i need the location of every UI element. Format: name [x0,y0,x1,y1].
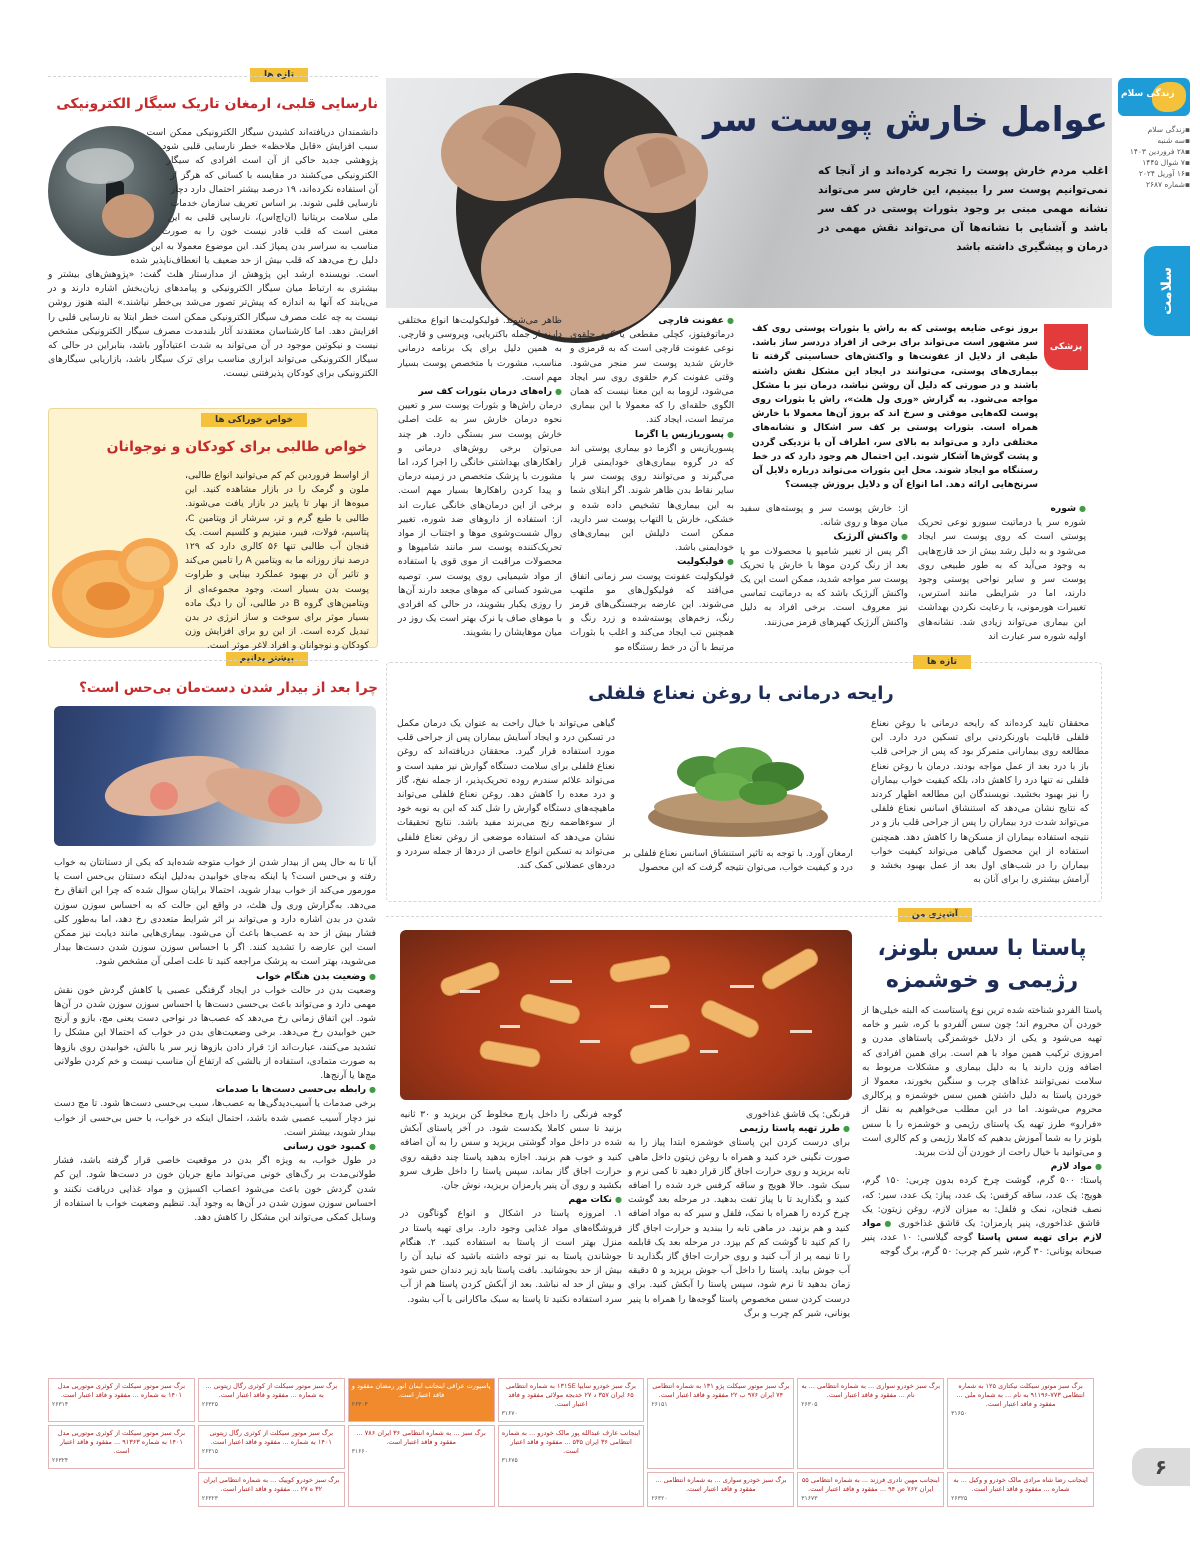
ad-item [947,1472,1094,1507]
mint-title: رایحه درمانی با روغن نعناع فلفلی [588,683,894,704]
body-text: فرنگی: یک قاشق غذاخوری [745,1109,850,1120]
melon-illustration [48,524,176,644]
body-text: پسوریازیس و اگزما دو بیماری پوستی اند که در گروه بیماری‌های خودایمنی قرار می‌گیرند و می‌توانند روی پوست سر یا سایر نقاط بدن ظاهر شوند. اگر ابتلای شما به این بیماری‌ها تشخیص داده شده و خشکی، خارش یا التهاب پوست سر دارید، ممکن است دلیلش این بیماری‌های خودایمنی باشد. [570,442,734,554]
melon-photo [48,524,176,644]
subhead: ● مواد لازم برای تهیه سس پاستا [862,1218,1102,1243]
body-text: پاستا: ۵۰۰ گرم، گوشت چرخ کرده بدون چربی: ۱۵۰ گرم، هویج: یک عدد، ساقه کرفس: یک عدد، پیاز: یک عدد، سیر: که، نصف فنجان، نمک و فلفل: به میزان لازم، روغن زیتون: یک قاشق غذاخوری، پنیر پارمزان: یک قاشق غذاخوری [862,1175,1102,1230]
ad-code: ۳۱۶۷۵ [501,1457,518,1464]
subhead: ● واکنش آلرژیک [740,530,908,544]
date-block [1118,124,1190,190]
body-text: گوجه فرنگی را داخل پارچ مخلوط کن بریزید و ۳۰ ثانیه بزنید تا سس کاملا یکدست شود. در آخر پاستای آبکش شده در داخل مواد گوشتی بریزید و سس را به آن اضافه کنید و خوب هم بزنید. اجازه بدهید پاستا چند دقیقه روی حرارت اجاق گاز بماند، سپس پاستا را داخل ظرف سرو بکشید و روی آن پنیر پارمزان بریزید، نوش جان. [400,1109,622,1192]
body-text: گوجه گیلاسی: ۱۰ عدد، پنیر صبحانه یونانی: ۳۰ گرم، شیر کم چرب: ۵۰ گرم، برگ گوجه [862,1232,1102,1258]
ad-text: پاسپورت عراقی اینجانب ایمان انور رمضان مفقود و فاقد اعتبار است. [351,1382,491,1399]
pasta-intro [862,1004,1102,1364]
ad-text: برگ سبز خودرو سواری ... به شماره انتظامی ... مفقود و فاقد اعتبار است. [655,1476,787,1493]
ad-text: برگ سبز موتور سیکلت از کوثری موتوریی مدل ۱۴۰۱ به شماره ... مفقود و فاقد اعتبار است. [57,1382,186,1399]
date-line: ▪۱۶ آوریل ۲۰۲۴ [1138,169,1190,178]
ad-text: برگ سبز خودرو کوییک ... به شماره انتظامی ایران ۳۲ ه ۲۷ ... مفقود و فاقد اعتبار است. [203,1476,340,1493]
ad-text: برگ سبز موتور سیکلت از کوثری رگال زیتونی ۱۴۰۱ به شماره ... مفقود و فاقد اعتبار است. [209,1429,334,1446]
subhead: ● شوره [918,502,1086,516]
mint-text-mid: ارمغان آورد. با توجه به تاثیر استنشاق اسانس نعناع فلفلی بر درد و کیفیت خواب، می‌توان نتیجه گرفت که این محصول [623,848,853,874]
ad-item [348,1425,495,1507]
more-tag: بیشتر بدانیم [226,652,308,666]
ad-item [498,1378,645,1422]
mint-photo [623,717,853,839]
ad-code: ۲۶۳۲۴ [52,1457,69,1464]
body-text: شوره سر یا درماتیت سبورو نوعی تحریک پوستی است که روی پوست سر ایجاد می‌شود و به دلیل رشد بیش از حد قارچ‌هایی به وجود می‌آید که به طور طبیعی روی پوست سر و سایر نواحی پوستی وجود دارند، اما در شرایطی مانند استرس، تغییرات هورمونی، یا رعایت نکردن بهداشت این بیماری می‌تواند زیادی شد. نشانه‌های اولیه شوره سر عبارت اند [918,517,1086,642]
news1-box [48,68,378,404]
more-title: چرا بعد از بیدار شدن دست‌مان بی‌حس است؟ [79,680,378,696]
food-title: خواص طالبی برای کودکان و نوجوانان [106,439,367,455]
subhead: ● وضعیت بدن هنگام خواب [54,970,376,984]
section-label: سلامت [1159,267,1175,315]
body-text: ظاهر می‌شوند. فولیکولیت‌ها انواع مختلفی دارند از جمله باکتریایی، ویروسی و قارچی. به همین دلیل برای یک برنامه درمانی مناسب، مشورت با متخصص پوست بسیار مهم است. [398,315,562,383]
date-line: ▪زندگی سلام [1147,125,1190,134]
pasta-col3 [400,1108,622,1364]
ad-text: برگ سبز ... به شماره انتظامی ۳۶ ایران ۷۸۶ ... مفقود و فاقد اعتبار است. [356,1429,486,1446]
ad-item [797,1472,944,1507]
body-text: از: خارش پوست سر و پوسته‌های سفید میان موها و روی شانه. [740,503,908,529]
ad-text: برگ سبز خودرو سواری ... به شماره انتظامی ... به نام ... مفقود و فاقد اعتبار است. [801,1382,941,1399]
body-text: پاستا الفردو شناخته شده ترین نوع پاستاست که البته خیلی‌ها از خوردن آن محروم اند؛ چون سس آلفردو با کره، شیر و خامه تهیه می‌شود و یکی از دلایل خوشمزگی پاستاهای مدرن و امروزی ترکیب همین مواد با هم است. برای همین افرادی که اضافه وزن دارند یا به دلیل بیماری و مشکلات مربوط به سلامت نمی‌توانند غذاهای چرب و سنگین بخورند، معمولا از خوردن پاستا به دلیل داشتن همین سس خوشمزه و پرکالری محروم می‌شوند. اما در این مطلب می‌خواهیم به نقل از «فرارو» طرز تهیه یک پاستای رژیمی و خوشمزه را با سس بلونز را به شما آموزش بدهیم که کاملا رژیمی و کم کالری است و می‌توانید با خیال راحت از خوردن آن لذت ببرید. [862,1005,1102,1159]
ad-code: ۲۶۳۰۴ [351,1401,368,1408]
ad-code: ۲۶۱۵۱ [651,1401,668,1408]
news1-text: دانشمندان دریافته‌اند کشیدن سیگار الکترونیکی ممکن است سبب افزایش «قابل ملاحظه» خطر نارسایی قلبی شود. پژوهشی جدید حاکی از آن است افرادی که سیگار الکترونیکی می‌کشند در مقایسه با کسانی که هرگز از آن استفاده نکرده‌اند، ۱۹ درصد بیشتر احتمال دارد دچار نارسایی قلبی شوند. بر اساس تعریف سازمان خدمات ملی سلامت بریتانیا (ان‌اچ‌اس)، نارسایی قلبی به این معنی است که قلب قادر نیست خون را به صورت مناسب به سراسر بدن پمپاژ کند. این موضوع معمولا به این دلیل رخ می‌دهد که قلب بیش از حد ضعیف یا انعطاف‌ناپذیر شده است. نویسنده ارشد این پژوهش از مدارستار هلث گفت: «پژوهش‌های بیشتر و بیشتری به ارتباط میان سیگار الکترونیکی و پیامدهای زیان‌بخش اشاره دارند و در می‌یابند که آنها به اندازه که پیش‌تر تصور می‌شد بی‌خطر نیاشند.» البته هنوز روشن نیست به چه علت مصرف سیگار الکترونیکی ممکن است خطر ابتلا به نارسایی قلبی را افزایش دهد. اما کارشناسان معتقدند آثار بلندمدت مصرف سیگار الکترونیکی مشخص نیست و نیکوتین موجود در آن می‌تواند به شدت اعتیادآور باشد، بنابراین در حالی که سیگار الکترونیکی می‌تواند ابزاری مناسب برای ترک سیگار باشد، بازاریابی سیگارهای الکترونیکی برای کودکان پذیرفتنی نیست. [48,127,378,380]
badge-text: پزشکی [1049,342,1083,352]
ad-item [647,1472,794,1507]
pasta-illustration [400,930,852,1100]
mint-box [386,657,1102,902]
ad-code: ۲۶۳۱۵ [201,1448,218,1455]
ad-text: برگ سبز موتور سیکلت پژو ۱۳۱ به شماره انتظامی ۷۴ ایران ۹۷۶ ب ۲۲ مفقود و فاقد اعتبار است. [652,1382,790,1399]
ad-code: ۲۶۳۱۴ [52,1401,69,1408]
ad-item [198,1472,345,1507]
ad-item [48,1378,195,1422]
ad-code: ۳۱۶۷۳ [801,1495,818,1502]
ad-text: اینجانب رضا شاه مرادی مالک خودرو و وکیل ... به شماره ... مفقود و فاقد اعتبار است. [953,1476,1088,1493]
date-line: ▪۲۸ فروردین ۱۴۰۳ [1129,147,1190,156]
ad-text: برگ سبز خودرو سایپا ۱۳۱SE به شماره انتظامی ۶۵ ایران ۳۵۷ د ۲۷ خدیجه مولائی مفقود و فاقد اعتبار است. [506,1382,636,1408]
body-text: درماتوفیتوز، کچلی مقطعی یا کرم حلقوی نوعی عفونت قارچی است که به قرمزی و خارش شدید پوست سر منجر می‌شود. وقتی عفونت کرم حلقوی روی سر ایجاد می‌شود، لزوما به این معنا نیست که همان الگوی حلقه‌ای را که معمولا با این بیماری مرتبط است، ایجاد کند. [570,329,734,426]
ad-text: برگ سبز موتور سیکلت از کوثری رگال زیتونی ... به شماره ... مفقود و فاقد اعتبار است. [205,1382,338,1399]
body-text: در طول خواب، به ویژه اگر بدن در موقعیت خاصی قرار گرفته باشد، فشار طولانی‌مدت بر رگ‌های خونی می‌تواند مانع جریان خون در دست‌ها شود. این کم شدن گردش خون باعث می‌شود اعصاب اکسیژن و مواد غذایی دریافت نکنند و احساس سوزن سوزن شدن در آن‌ها به وجود آید. تنظیم وضعیت خواب با استفاده از وسایل کمکی می‌تواند این مشکل را کاهش دهد. [54,1155,376,1224]
subhead: ● نکات مهم [400,1193,622,1207]
body-text: درمان راش‌ها و بثورات پوست سر و تعیین نحوه درمان خارش سر به علت اصلی خارش پوست سر بستگی دارد. هر چند می‌توان برخی روش‌های درمانی و راهکارهای بهداشتی خانگی را اجرا کرد، اما مشورت با پزشک متخصص در زمینه درمان و پیدا کردن راهکارها بسیار مهم است. برخی از این درمان‌های خانگی عبارت اند از: استفاده از داروهای ضد شوره، تغییر روال شست‌وشوی موها و اجتناب از مواد تحریک‌کننده پوست سر مانند شامپوها و محصولات مراقبت از موی قوی یا استفاده از مواد شیمیایی روی پوست سر. توصیه می‌شود کسانی که موهای مجعد دارند آن‌ها را روزی یکبار بشویند، در حالی که افرادی با موهای صاف یا نرک بهتر است یک روز در میان موهایشان را بشویند. [398,400,562,639]
subhead: ● فولیکولیت [570,555,734,569]
ad-code: ۳۱۶۷۰ [501,1410,518,1417]
pasta-photo [400,930,852,1100]
ad-text: اینجانب عارف عبدالله پور مالک خودرو ... به شماره انتظامی ۳۶ ایران ۵۳۵ ... مفقود و فاقد اعتبار است. [501,1429,641,1455]
news1-title: نارسایی قلبی، ارمغان تاریک سیگار الکترونیکی [56,96,378,112]
mint-tag: تازه ها [913,655,971,669]
intro-text: بروز نوعی ضایعه پوستی که به راش یا بثورات پوستی روی کف سر مشهور است می‌تواند برای برخی از افراد دردسر ساز باشد. طیفی از دلایل از عفونت‌ها و واکنش‌های حساسیتی گرفته تا بیماری‌های پوستی، می‌توانند در ایجاد این مشکل نقش داشته باشند و در صورتی که دلیل آن روشن نباشد، درمان نیز با مشکل مواجه می‌شود. به گزارش «وری ول هلث»، راش یا بثورات روی پوست لکه‌هایی موقتی و سرخ اند که بروز آن‌ها معمولا با خارش همراه است. بثورات پوستی بر کف سر اشکال و نشانه‌های مختلفی دارد و می‌تواند به بالای سر، اطراف آن یا نزدیکی گردن و پشت گوش‌ها آشکار شوند. این احتمال هم وجود دارد که در خط رستنگاه مو ایجاد شوند. محل این بثورات می‌تواند درباره دلایل آن سرنخ‌هایی ارائه دهد. اما انواع آن و دلایل بروزش چیست؟ [752,324,1038,491]
main-lead: اغلب مردم خارش پوست را تجربه کرده‌اند و از آنجا که نمی‌توانیم پوست سر را ببینیم، این خارش سر می‌تواند نشانه مهمی مبنی بر وجود بثورات پوستی در کف سر باشد و آشنایی با نشانه‌ها آن می‌تواند نقش مهمی در درمان و پیشگیری داشته باشد [818,165,1108,253]
more-box [48,652,378,1364]
page-number [1132,1448,1190,1486]
pasta-tag: آشپزی من [898,908,972,922]
badge [1044,324,1088,370]
subhead: ● مواد لازم [862,1160,1102,1174]
ad-item [498,1425,645,1507]
ad-code: ۲۶۳۲۳ [201,1495,218,1502]
food-text: از اواسط فروردین کم کم می‌توانید انواع طالبی، ملون و گرمک را در بازار مشاهده کنید. این میوه‌ها از بهار تا پاییز در بازار یافت می‌شوند. طالبی با طبع گرم و تر، سرشار از ویتامین C، پتاسیم، فولات، فیبر، منیزیم و کلسیم است. یک فنجان آب طالبی تنها ۵۶ کالری دارد که ۱۲۹ درصد نیاز روزانه ما به ویتامین A را تامین می‌کند و تاثیر آن در بهبود عملکرد بینایی و طراوت پوست بدن بسیار است. وجود مجموعه‌ای از ویتامین‌های گروه B در طالبی، آن را دیگ ماده بسیار موثر برای سوخت و ساز انرژی در بدن تبدیل کرده است. از این رو برای افزایش وزن کودکان و نوجوانان و افراد لاغر موثر است. [185,470,370,652]
body-text: آیا تا به حال پس از بیدار شدن از خواب متوجه شده‌اید که یکی از دستانتان به خواب رفته و بی‌حس است؟ یا اینکه به‌جای خوابیدن به‌دلیل اینکه دستتان بی‌حس است یا مورمور می‌کند از خواب بیدار شوید، احتمالا برایتان سوال شده که چرا این اتفاق رخ می‌دهد. به‌گزارش وری ول هلث، در واقع این حالت که به احساس سوزن سوزن شدن در بدن اشاره دارد و می‌تواند بر اثر شرایط متعددی رخ دهد، اما به‌طور کلی فشار بیش از حد به عصب‌ها باعث آن می‌شود. بیماری‌هایی مانند دیابت نیز ممکن است این عارضه را تشدید کنند. اگر با احساس سوزن سوزن شدن دست‌ها بیدار می‌شوید، بهتر است به پزشک مراجعه کنید تا علت اصلی آن مشخص شود. [54,857,376,968]
mint-text-left: گیاهی می‌تواند با خیال راحت به عنوان یک درمان مکمل در تسکین درد و ایجاد آسایش بیماران پس از جراحی قلب مورد استفاده قرار گیرد. محققان دریافته‌اند که روغن نعناع فلفلی برای سلامت دستگاه گوارش نیز مفید است و می‌تواند علائم سندرم روده تحریک‌پذیر، از جمله نفخ، گاز و درد معده را کاهش دهد. روغن نعناع فلفلی می‌تواند ماهیچه‌های دستگاه گوارش را شل کند که این به نوبه خود از سوءهاضمه رنج می‌برند مفید باشد. نتایج تحقیقات نشان می‌دهد که استفاده موضعی از روغن نعناع فلفلی می‌تواند به تسکین انواع خاصی از دردها از جمله سردرد و دردهای عضلانی کمک کند. [397,718,615,872]
body-text: اگر پس از تغییر شامپو یا محصولات مو یا بعد از رنگ کردن موها با خارش یا تحریک پوست سر مواجه شدید، ممکن است این یک واکنش آلرژیک باشد که به درماتیت تماسی نیز معروف است. برخی افراد به دلیل واکنش آلرژیک کهیرهای قرمز می‌زنند. [740,545,908,628]
news1-rule [48,76,378,77]
ad-item [947,1378,1094,1469]
ad-text: اینجانب مهین نادری فرزند ... به شماره انتظامی ۵۵ ایران ۷۶۲ ص ۹۴ ... مفقود و فاقد اعتبار است. [801,1476,940,1493]
subhead: ● پسوریازیس یا اگزما [570,428,734,442]
ad-item [797,1378,944,1469]
mint-illustration [623,717,853,839]
ad-item [48,1425,195,1469]
date-line: ▪سه شنبه [1157,136,1190,145]
pasta-col2 [628,1108,850,1364]
ad-code: ۳۱۶۵۰ [951,1410,968,1417]
ad-code: ۲۶۳۲۰ [651,1495,668,1502]
body-col1 [918,502,1086,654]
news1-tag: تازه ها [250,68,308,82]
subhead: ● طرز تهیه پاستا رژیمی [628,1122,850,1136]
pasta-box [386,912,1102,1364]
ad-item [348,1378,495,1422]
ad-code: ۲۶۳۲۵ [951,1495,968,1502]
food-tag: خواص خوراکی ها [201,413,307,427]
body-col3 [570,314,734,654]
section-tab [1144,246,1190,336]
ad-item [198,1378,345,1422]
subhead: ● عفونت قارچی [570,314,734,328]
main-title: عوامل خارش پوست سر [703,100,1108,140]
mint-text-right: محققان تایید کرده‌اند که رایحه درمانی با روغن نعناع فلفلی قابلیت باورنکردنی برای تسکین درد دارد. این مطالعه روی بیمارانی متمرکز بود که پس از جراحی قلب باز با درد بعد از عمل مواجه بودند. درمان با روغن نعناع فلفلی نه تنها درد را کاهش داد، بلکه کیفیت خواب بیماران را نیز بهبود بخشید. نویسندگان این مطالعه اظهار کردند که نتایج نشان می‌دهد که استنشاق اسانس نعناع فلفلی می‌تواند شدت درد بیماران را پس از جراحی قلب باز و در نتیجه استفاده بیماران از مسکن‌ها را کاهش دهد. همچنین استفاده از این محصول گیاهی می‌تواند کیفیت خواب بیماران را در شب‌های اول بعد از عمل بهبود بخشد و آرامش بیشتری را برای آنان به [871,718,1089,886]
pasta-title-2: رژیمی و خوشمزه [885,968,1079,993]
masthead [1118,78,1190,190]
date-line: ▪۷ شوال ۱۴۴۵ [1142,158,1190,167]
ad-text: برگ سبز موتور سیکلت از کوثری موتوریی مدل ۱۴۰۱ به شماره ۹۱۳۶۳ ... مفقود و فاقد اعتبار است. [57,1429,186,1455]
ad-item [198,1425,345,1469]
body-text: فولیکولیت عفونت پوست سر زمانی اتفاق می‌افتد که فولیکول‌های مو ملتهب می‌شوند. این عارضه برجستگی‌های قرمز رنگ، زخم‌های پوسته‌شده و زرد رنگ و همچنین تب ایجاد می‌کند و اغلب با بثورات مرتبط با آن در خط رستنگاه مو [570,570,734,653]
hands-photo [54,706,376,846]
body-col2 [740,502,908,654]
page-number-text: ۶ [1154,1455,1168,1479]
body-text: ۱. امروزه پاستا در اشکال و انواع گوناگون در فروشگاه‌های مواد غذایی وجود دارد. برای تهیه پاستا در منزل بهتر است از پاستا به استفاده کنید. ۲. هنگام جوشاندن پاستا به نیز توجه داشته باشید که نباید آن را بیش از حد بجوشانید. بافت پاستا باید زیر دندان حس شود و بیش از حد له نباشد. بعد از آبکش کردن پاستا هم از آب سرد استفاده نکنید تا پاستا به سبک ماکارانی با آب بشود. [400,1208,622,1305]
ad-code: ۲۶۳۲۵ [201,1401,218,1408]
intro-box [752,320,1088,496]
logo-text: زندگی سلام [1121,89,1175,99]
more-text [54,856,376,1362]
ad-code: ۲۶۳۰۵ [801,1401,818,1408]
ad-item [647,1378,794,1469]
pasta-rule [386,916,1102,917]
body-col4 [398,314,562,654]
body-text: برای درست کردن این پاستای خوشمزه ابتدا پیاز را به صورت نگینی خرد کنید و همراه با روغن زیتون داخل ماهی تابه بریزید و روی حرارت اجاق گاز قرار دهید تا کمی نرم و سبک شود. حالا هویج و ساقه کرفس خرد شده را اضافه کنید و بگذارید تا با پیاز تفت بدهید. در مرحله بعد گوشت چرخ کرده را همراه با نمک، فلفل و سیر که به مواد اضافه کنید و هم بزنید. در ماهی تابه را ببندید و حرارت اجاق گاز را کم کنید تا گوشت کم کم بپزد. در مرحله بعد یک قابلمه را تا نیمه پر از آب کنید و روی حرارت اجاق گاز بگذارید تا آب جوش بیاید. پاستا را داخل آب جوش بریزید و ۵ دقیقه زمان بدهید تا نرم شود، سپس پاستا را آبکش کنید. برای درست کردن سس مخصوص پاستا گوجه‌ها را همراه با پنیر یونانی، شیر کم چرب و برگ [628,1137,850,1319]
body-text: وضعیت بدن در حالت خواب در ایجاد گرفتگی عصبی یا کاهش گردش خون نقش مهمی دارد و می‌تواند باعث بی‌حسی دست‌ها یا احساس سوزن سوزن شدن در آن‌ها شود. این اتفاق زمانی رخ می‌دهد که عصب‌ها در نواحی دست یعنی مچ، بازو و آرنج حین خوابیدن رخ می‌دهد. برخی وضعیت‌های بدن در خواب که احتمالا این مشکل را تشدید می‌کنند، عبارت‌اند از: قرار دادن بازوها زیر سر یا بالش، خوابیدن روی بازوها به صورت متمادی، استفاده از بالشی که ارتفاع آن مناسب نیست و خم کردن طولانی مچ‌ها یا آرنج‌ها. [54,984,376,1082]
subhead: ● کمبود خون رسانی [54,1140,376,1154]
body-text: برخی صدمات یا آسیب‌دیدگی‌ها به عصب‌ها، سبب بی‌حسی دست‌ها شود. تا مچ دست نیز دچار آسیب عصبی شده باشد، احتمال اینکه در خواب، با حس بی‌حسی از خواب بیدار شوید، بیشتر است. [54,1098,376,1138]
ad-text: برگ سبز موتور سیکلت نیکتازی ۱۲۵ به شماره انتظامی ۷۷۳-۹۱۱۹۶ به نام ... به شماره ملی ... مفقود و فاقد اعتبار است. [956,1382,1085,1408]
hands-illustration [54,706,376,846]
more-rule [48,660,378,661]
subhead: ● رابطه بی‌حسی دست‌ها با صدمات [54,1083,376,1097]
ads-grid [48,1378,1094,1502]
ad-code: ۳۱۶۶۰ [351,1448,368,1455]
logo [1118,78,1190,116]
subhead: ● راه‌های درمان بثورات کف سر [398,385,562,399]
date-line: ▪شماره ۲۶۸۷ [1145,180,1190,189]
pasta-title-1: پاستا با سس بلونز، [877,936,1087,961]
